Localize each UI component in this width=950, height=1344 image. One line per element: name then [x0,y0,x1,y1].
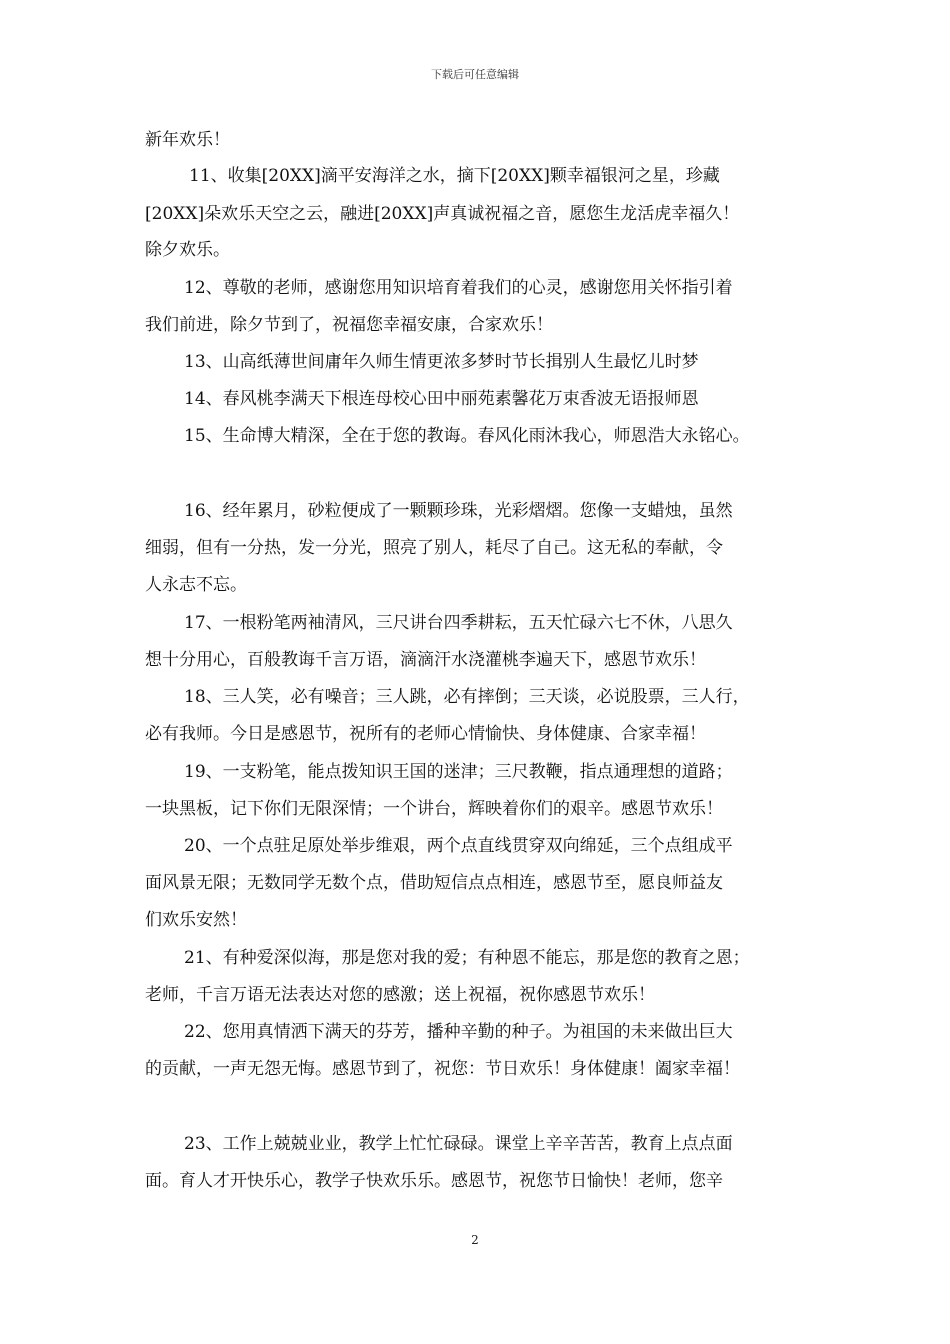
text-line: 23、工作上兢兢业业，教学上忙忙碌碌。课堂上辛辛苦苦，教育上点点面 [184,1134,733,1154]
text-line: 人永志不忘。 [145,575,247,595]
text-line: 新年欢乐！ [145,130,230,150]
text-line: 17、一根粉笔两袖清风，三尺讲台四季耕耘，五天忙碌六七不休，八思久 [184,613,733,633]
text-line: 面风景无限；无数同学无数个点，借助短信点点相连，感恩节至，愿良师益友 [145,873,723,893]
text-line: 11、收集[20XX]滴平安海洋之水，摘下[20XX]颗幸福银河之星，珍藏 [189,166,720,186]
text-line: 们欢乐安然！ [145,910,247,930]
text-line: 细弱，但有一分热，发一分光，照亮了别人，耗尽了自己。这无私的奉献，令 [145,538,723,558]
text-line: [20XX]朵欢乐天空之云，融进[20XX]声真诚祝福之音，愿您生龙活虎幸福久！ [145,204,740,224]
text-line: 12、尊敬的老师，感谢您用知识培育着我们的心灵，感谢您用关怀指引着 [184,278,733,298]
text-line: 老师，千言万语无法表达对您的感激；送上祝福，祝你感恩节欢乐！ [145,985,655,1005]
text-line: 20、一个点驻足原处举步维艰，两个点直线贯穿双向绵延，三个点组成平 [184,836,733,856]
text-line: 必有我师。今日是感恩节，祝所有的老师心情愉快、身体健康、合家幸福！ [145,724,706,744]
page-header: 下载后可任意编辑 [431,68,519,81]
text-line: 的贡献，一声无怨无悔。感恩节到了，祝您：节日欢乐！身体健康！阖家幸福！ [145,1059,740,1079]
text-line: 19、一支粉笔，能点拨知识王国的迷津；三尺教鞭，指点通理想的道路； [184,762,733,782]
text-line: 想十分用心，百般教诲千言万语，滴滴汗水浇灌桃李遍天下，感恩节欢乐！ [145,650,706,670]
text-line: 13、山高纸薄世间庸年久师生情更浓多梦时节长揖别人生最忆儿时梦 [184,352,699,372]
text-line: 面。育人才开快乐心，教学子快欢乐乐。感恩节，祝您节日愉快！老师，您辛 [145,1171,723,1191]
text-line: 15、生命博大精深，全在于您的教诲。春风化雨沐我心，师恩浩大永铭心。 [184,426,750,446]
text-line: 除夕欢乐。 [145,240,230,260]
text-line: 14、春风桃李满天下根连母校心田中丽苑素馨花万束香波无语报师恩 [184,389,699,409]
text-line: 我们前进，除夕节到了，祝福您幸福安康，合家欢乐！ [145,315,553,335]
page-number: 2 [471,1233,479,1247]
text-line: 一块黑板，记下你们无限深情；一个讲台，辉映着你们的艰辛。感恩节欢乐！ [145,799,723,819]
text-line: 22、您用真情洒下满天的芬芳，播种辛勤的种子。为祖国的未来做出巨大 [184,1022,733,1042]
text-line: 18、三人笑，必有噪音；三人跳，必有摔倒；三天谈，必说股票，三人行， [184,687,750,707]
text-line: 16、经年累月，砂粒便成了一颗颗珍珠，光彩熠熠。您像一支蜡烛，虽然 [184,501,733,521]
text-line: 21、有种爱深似海，那是您对我的爱；有种恩不能忘，那是您的教育之恩； [184,948,750,968]
